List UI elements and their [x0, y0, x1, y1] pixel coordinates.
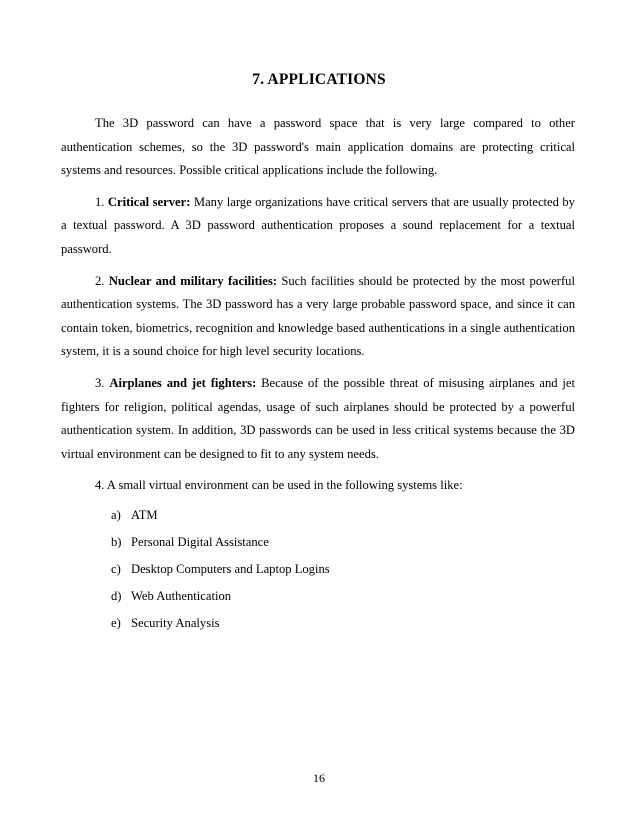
list-item-text: Security Analysis	[131, 615, 220, 630]
intro-paragraph: The 3D password can have a password space that is very large compared to other authentication schemes, so the 3D password's main application domains are protecting critical systems and resources. Possible critical applications include the following.	[61, 116, 575, 178]
item-text: Such facilities should be protected by the most powerful authentication systems. The 3D password has a very large probable password space, and since it can contain token, biometrics, recognition and knowledge based authentications in a single authentication system, it is a sound choice for high level security locations.	[61, 273, 575, 359]
list-marker: b)	[111, 534, 122, 549]
list-item-text: Web Authentication	[131, 588, 232, 603]
section-title: 7. APPLICATIONS	[252, 71, 386, 88]
item-text: Because of the possible threat of misusing airplanes and jet fighters for religion, political agendas, usage of such airplanes should be protected by a powerful authentication system. In addition, 3D passwords can be used in less critical systems because the 3D virtual environment can be designed to fit to any system needs.	[61, 375, 576, 461]
application-item-2	[61, 270, 575, 364]
list-marker: c)	[111, 561, 121, 576]
list-item	[61, 502, 575, 529]
list-item	[61, 529, 575, 556]
item-lead: Airplanes and jet fighters:	[109, 375, 257, 390]
document-body	[61, 112, 575, 637]
item-number: 2.	[95, 273, 105, 288]
application-item-3	[61, 372, 575, 466]
list-marker: e)	[111, 615, 121, 630]
list-item-text: Desktop Computers and Laptop Logins	[131, 561, 330, 576]
list-item-text: ATM	[131, 507, 158, 522]
application-item-1	[61, 191, 575, 262]
item-text: Many large organizations have critical servers that are usually protected by a textual password. A 3D password authentication proposes a sound replacement for a textual password.	[61, 194, 575, 256]
list-item	[61, 610, 575, 637]
page-number: 16	[313, 771, 325, 785]
item-lead: Nuclear and military facilities:	[108, 273, 277, 288]
item-lead: Critical server:	[107, 194, 191, 209]
list-item	[61, 556, 575, 583]
list-marker: d)	[111, 588, 122, 603]
application-item-4: 4. A small virtual environment can be used in the following systems like:	[95, 478, 463, 493]
item-number: 3.	[95, 375, 105, 390]
list-marker: a)	[111, 507, 121, 522]
systems-list	[61, 502, 575, 637]
list-item	[61, 583, 575, 610]
list-item-text: Personal Digital Assistance	[131, 534, 269, 549]
item-number: 1.	[95, 194, 105, 209]
